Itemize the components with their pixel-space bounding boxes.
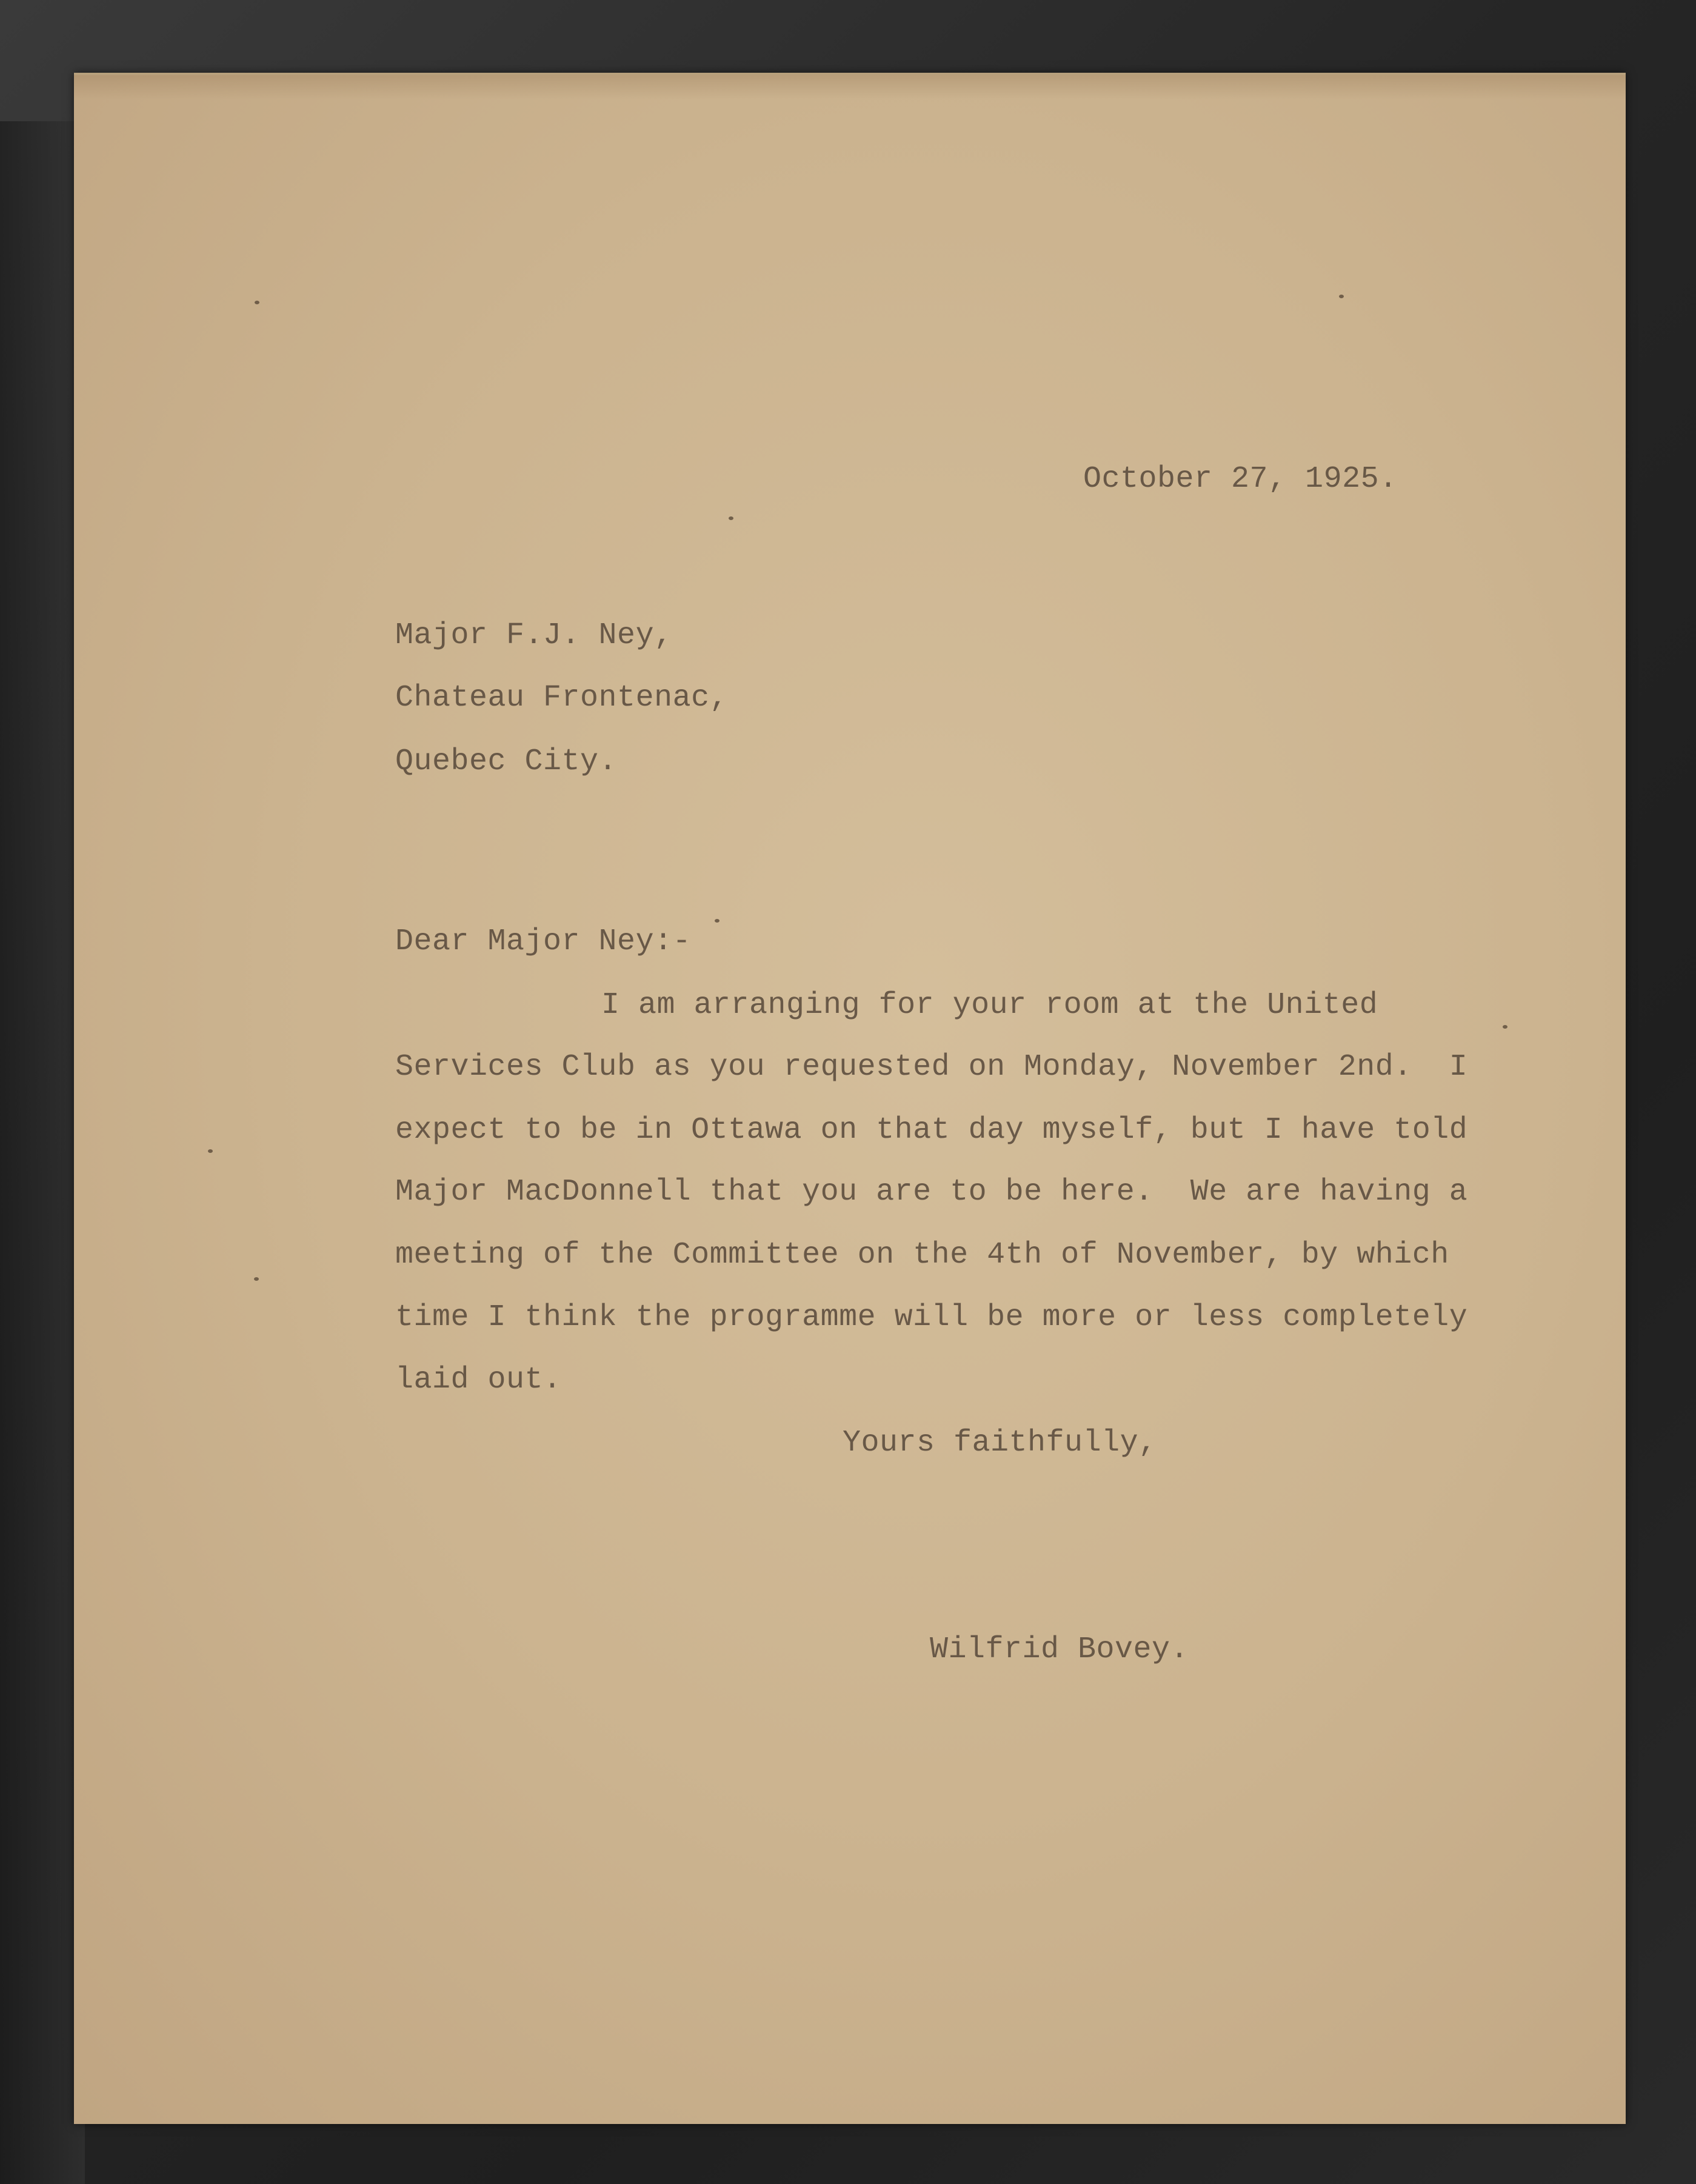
body-line: Major MacDonnell that you are to be here. We are having a	[395, 1175, 1468, 1209]
paper-speck	[1339, 295, 1344, 298]
recipient-name: Major F.J. Ney,	[395, 618, 673, 653]
body-line: meeting of the Committee on the 4th of November, by which	[395, 1238, 1449, 1272]
body-line: laid out.	[395, 1363, 562, 1397]
salutation: Dear Major Ney:-	[395, 924, 692, 959]
paper-speck	[715, 919, 719, 923]
signature: Wilfrid Bovey.	[930, 1632, 1189, 1667]
paper-speck	[1503, 1025, 1507, 1029]
recipient-city: Quebec City.	[395, 744, 618, 779]
paper-speck	[729, 516, 733, 520]
paper-speck	[255, 301, 259, 304]
background-shadow	[0, 121, 85, 2184]
body-line: I am arranging for your room at the United	[601, 988, 1378, 1023]
letter-page	[74, 73, 1626, 2124]
paper-speck	[208, 1149, 213, 1153]
paper-fold	[74, 75, 1626, 99]
body-line: time I think the programme will be more or less completely	[395, 1300, 1468, 1335]
paper-speck	[254, 1277, 259, 1281]
closing: Yours faithfully,	[843, 1426, 1157, 1460]
body-line: Services Club as you requested on Monday, November 2nd. I	[395, 1050, 1468, 1084]
body-line: expect to be in Ottawa on that day myself, but I have told	[395, 1113, 1468, 1147]
letter-date: October 27, 1925.	[1083, 462, 1398, 496]
recipient-address-line: Chateau Frontenac,	[395, 681, 729, 715]
